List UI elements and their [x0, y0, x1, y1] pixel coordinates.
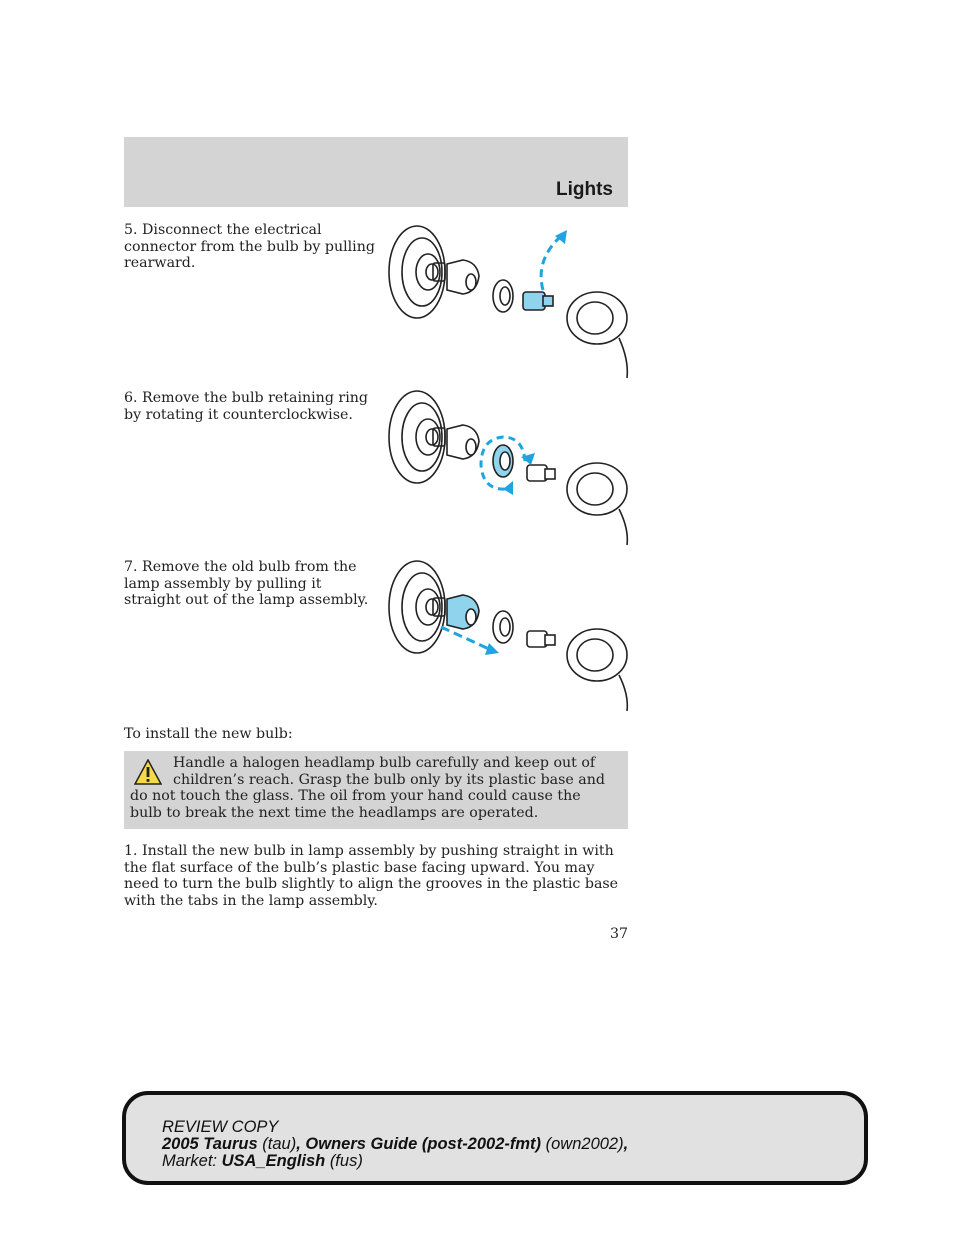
guide-name: Owners Guide (post-2002-fmt) — [305, 1135, 542, 1153]
page-number: 37 — [609, 926, 628, 942]
model-name: 2005 Taurus — [162, 1135, 258, 1153]
figure-disconnect-connector — [385, 220, 630, 380]
socket-assembly — [567, 463, 627, 545]
bulb-highlighted — [447, 595, 479, 629]
figure-remove-retaining-ring — [385, 385, 630, 545]
connector — [527, 465, 555, 481]
step-6-text: 6. Remove the bulb retaining ring by rotating it counterclockwise. — [124, 390, 368, 423]
install-intro: To install the new bulb: — [124, 726, 293, 742]
lamp-housing — [389, 391, 445, 483]
footer-text — [162, 1119, 628, 1170]
retaining-ring — [493, 611, 513, 643]
warning-text-block — [130, 755, 614, 821]
step-7-text: 7. Remove the old bulb from the lamp assembly by pulling it straight out of the lamp assembly. — [124, 559, 369, 608]
review-copy-footer — [122, 1091, 868, 1185]
socket-assembly — [567, 629, 627, 711]
section-header — [124, 137, 628, 207]
separator: , — [623, 1135, 629, 1153]
step-5-text: 5. Disconnect the electrical connector from the bulb by pulling rearward. — [124, 222, 375, 271]
market-code: (fus) — [329, 1152, 363, 1170]
bulb — [447, 260, 479, 294]
install-step-1: 1. Install the new bulb in lamp assembly by pushing straight in with the flat surface of the bulb’s plastic base facing upward. You may need to turn the bulb slightly to align the grooves in the plastic base with the tabs in the lamp assembly. — [124, 843, 619, 909]
warning-box — [124, 751, 628, 829]
footer-line-3 — [162, 1153, 628, 1170]
market-label: Market: — [162, 1152, 218, 1170]
review-label: REVIEW COPY — [162, 1118, 279, 1136]
retaining-ring-highlighted — [493, 445, 513, 477]
connector-highlighted — [523, 292, 553, 310]
arrow-pull-straight-out — [441, 627, 489, 649]
arrow-head-bottom — [503, 481, 513, 495]
separator: , — [296, 1135, 301, 1153]
guide-code: (own2002) — [545, 1135, 624, 1153]
figure-remove-old-bulb — [385, 555, 630, 715]
retaining-ring — [493, 280, 513, 312]
market-name: USA_English — [221, 1152, 326, 1170]
footer-line-2 — [162, 1136, 628, 1153]
arrow-pull-rearward — [541, 236, 561, 290]
socket-assembly — [567, 292, 627, 378]
lamp-housing — [389, 561, 445, 653]
arrow-head — [485, 643, 499, 655]
model-code: (tau) — [262, 1135, 297, 1153]
lamp-housing — [389, 226, 445, 318]
section-title: Lights — [556, 179, 613, 200]
connector — [527, 631, 555, 647]
bulb — [447, 425, 479, 459]
warning-text: Handle a halogen headlamp bulb carefully and keep out of children’s reach. Grasp the bulb only by its plastic base and do not touch the glass. The oil from your hand could cause the bulb to break the next time the headlamps are operated. — [130, 755, 605, 821]
